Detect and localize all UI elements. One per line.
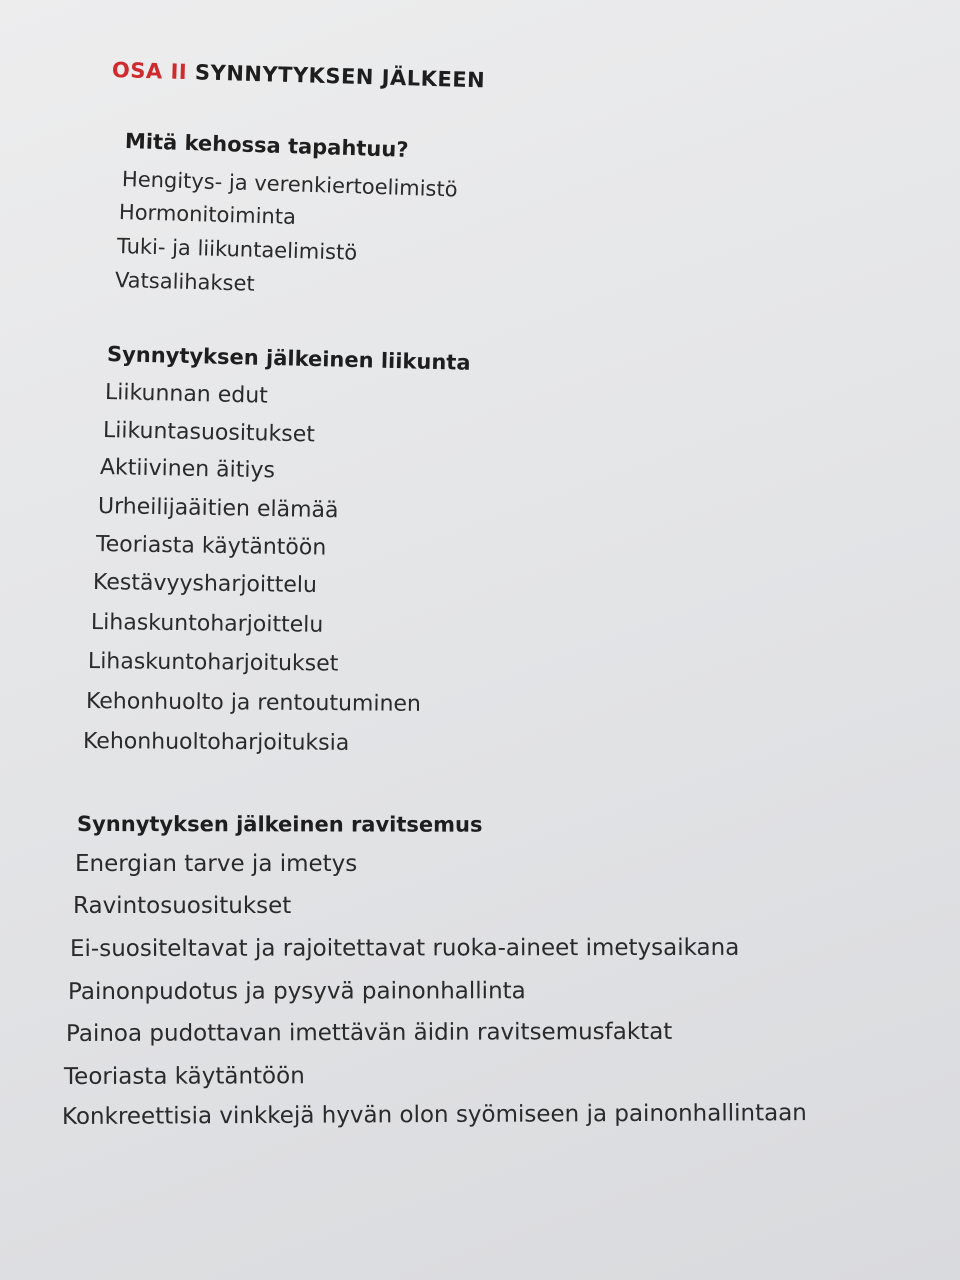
list-item: Lihaskuntoharjoittelu — [90, 610, 324, 638]
list-item: Konkreettisia vinkkejä hyvän olon syömiseen ja painonhallintaan — [61, 1100, 807, 1130]
part-heading — [112, 58, 486, 92]
list-item: Tuki- ja liikuntaelimistö — [116, 234, 358, 265]
list-item: Aktiivinen äitiys — [99, 455, 276, 484]
section-title-nutrition: Synnytyksen jälkeinen ravitsemus — [76, 812, 483, 837]
list-item: Kehonhuolto ja rentoutuminen — [85, 689, 422, 717]
list-item: Painonpudotus ja pysyvä painonhallinta — [67, 978, 526, 1005]
list-item: Lihaskuntoharjoitukset — [87, 649, 339, 677]
list-item: Kehonhuoltoharjoituksia — [82, 729, 350, 756]
list-item: Painoa pudottavan imettävän äidin ravitsemusfaktat — [65, 1018, 673, 1047]
list-item: Ravintosuositukset — [73, 893, 292, 919]
section-title-exercise: Synnytyksen jälkeinen liikunta — [106, 342, 471, 375]
list-item: Liikuntasuositukset — [102, 418, 316, 448]
list-item: Ei-suositeltavat ja rajoitettavat ruoka-aineet imetysaikana — [69, 934, 740, 962]
part-title: SYNNYTYKSEN JÄLKEEN — [194, 60, 486, 93]
section-title-body: Mitä kehossa tapahtuu? — [124, 129, 409, 162]
list-item: Vatsalihakset — [114, 268, 256, 296]
list-item: Teoriasta käytäntöön — [95, 532, 327, 561]
part-label: OSA II — [111, 58, 188, 85]
list-item: Kestävyysharjoittelu — [92, 570, 318, 599]
list-item: Teoriasta käytäntöön — [63, 1063, 305, 1090]
list-item: Hormonitoiminta — [118, 200, 297, 229]
list-item: Liikunnan edut — [104, 380, 269, 409]
list-item: Hengitys- ja verenkiertoelimistö — [121, 167, 458, 202]
list-item: Energian tarve ja imetys — [75, 851, 358, 877]
list-item: Urheilijaäitien elämää — [97, 494, 339, 524]
